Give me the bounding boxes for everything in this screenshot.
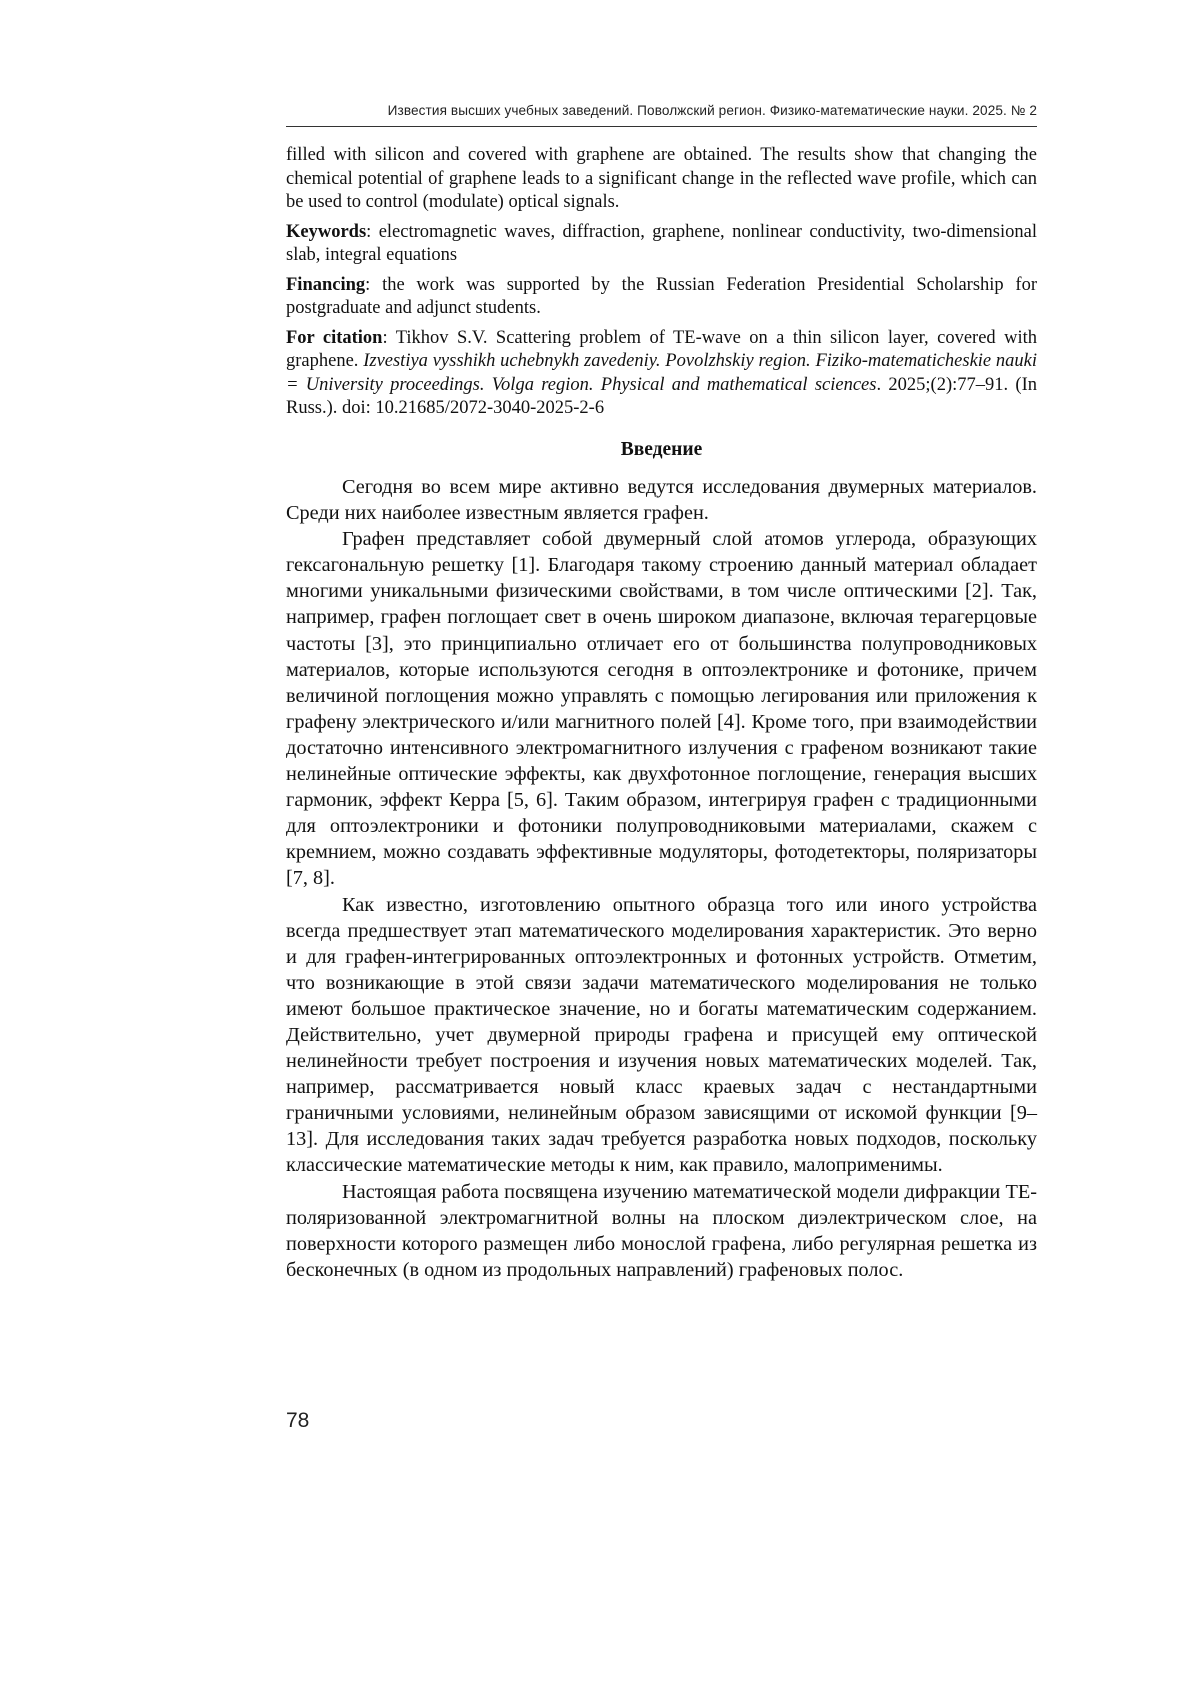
page-number: 78 [286,1409,310,1432]
citation-tail: . 2025;(2):77–91. (In Russ.). doi: 10.21685/2072-3040-2025-2-6 [286,374,1037,418]
header-rule [286,126,1037,127]
financing-paragraph [286,274,1037,321]
keywords-label: Keywords [286,221,367,242]
body-paragraph: Настоящая работа посвящена изучению математической модели дифракции ТЕ-поляризованной электромагнитной волны на плоском диэлектрическом слое, на поверхности которого размещен либо монослой графена, либо регулярная решетка из бесконечных (в одном из продольных направлений) графеновых полос. [286,1180,1037,1281]
keywords-paragraph [286,221,1037,268]
section-body [286,474,1037,1283]
citation-text: : Tikhov S.V. Scattering problem of TE-wave on a thin silicon layer, covered with graphene. [286,327,1038,371]
running-header: Известия высших учебных заведений. Поволжский регион. Физико-математические науки. 2025. № 2 [387,103,1037,118]
body-paragraph: Графен представляет собой двумерный слой атомов углерода, образующих гексагональную решетку [1]. Благодаря такому строению данный материал обладает многими уникальными физическими свойствами, в том числе оптическими [2]. Так, например, графен поглощает свет в очень широком диапазоне, включая терагерцовые частоты [3], это принципиально отличает его от большинства полупроводниковых материалов, которые используются сегодня в оптоэлектронике и фотонике, причем величиной поглощения можно управлять с помощью легирования или приложения к графену электрического и/или магнитного полей [4]. Кроме того, при взаимодействии достаточно интенсивного электромагнитного излучения с графеном возникают такие нелинейные оптические эффекты, как двухфотонное поглощение, генерация высших гармоник, эффект Керра [5, 6]. Таким образом, интегрируя графен с традиционными для оптоэлектроники и фотоники полупроводниковыми материалами, скажем с кремнием, можно создавать эффективные модуляторы, фотодетекторы, поляризаторы [7, 8]. [286,528,1037,890]
section-title: Введение [620,439,703,460]
body-paragraph: Как известно, изготовлению опытного образца того или иного устройства всегда предшествует этап математического моделирования характеристик. Это верно и для графен-интегрированных оптоэлектронных и фотонных устройств. Отметим, что возникающие в этой связи задачи математического моделирования не только имеют большое практическое значение, но и богаты математическим содержанием. Действительно, учет двумерной природы графена и присущей ему оптической нелинейности требует построения и изучения новых математических моделей. Так, например, рассматривается новый класс краевых задач с нестандартными граничными условиями, нелинейным образом зависящими от искомой функции [9–13]. Для исследования таких задач требуется разработка новых подходов, поскольку классические математические методы к ним, как правило, малоприменимы. [286,893,1037,1177]
financing-text: : the work was supported by the Russian Federation Presidential Scholarship for postgraduate and adjunct students. [286,274,1037,318]
keywords-text: : electromagnetic waves, diffraction, graphene, nonlinear conductivity, two-dimensional slab, integral equations [286,221,1037,265]
abstract-block [286,144,1037,427]
citation-journal: Izvestiya vysshikh uchebnykh zavedeniy. Povolzhskiy region. Fiziko-matematicheskie nauki = University proceedings. Volga region. Physical and mathematical sciences [286,351,1038,395]
abstract-continuation: filled with silicon and covered with graphene are obtained. The results show that changing the chemical potential of graphene leads to a significant change in the reflected wave profile, which can be used to control (modulate) optical signals. [286,145,1037,212]
citation-label: For citation [286,327,383,348]
financing-label: Financing [286,274,366,295]
citation-paragraph [286,327,1037,421]
body-paragraph: Сегодня во всем мире активно ведутся исследования двумерных материалов. Среди них наиболее известным является графен. [286,476,1037,525]
